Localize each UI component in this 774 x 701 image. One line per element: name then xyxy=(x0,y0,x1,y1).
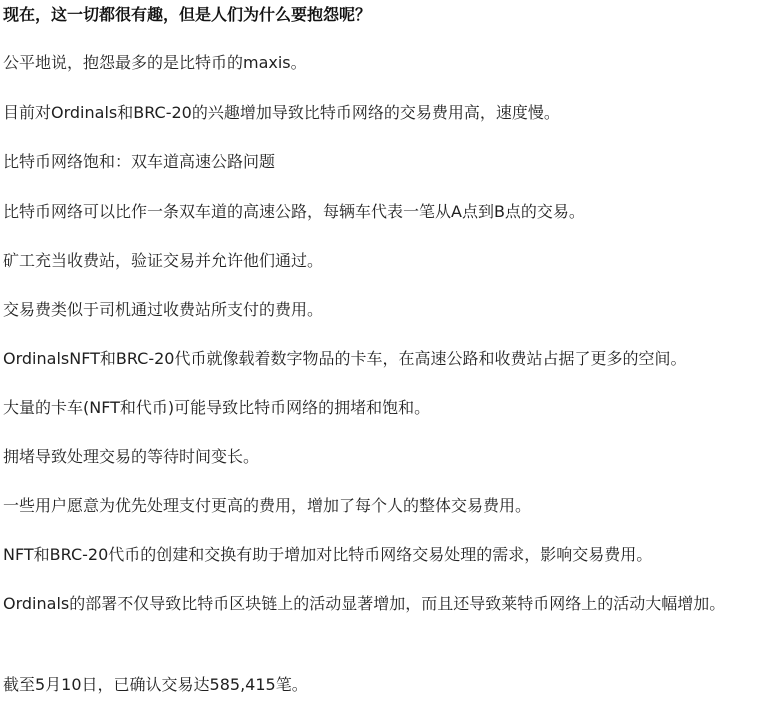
paragraph: Ordinals的部署不仅导致比特币区块链上的活动显著增加，而且还导致莱特币网络上的活动大幅增加。 xyxy=(3,594,726,613)
paragraph: 拥堵导致处理交易的等待时间变长。 xyxy=(3,447,260,466)
paragraph: 目前对Ordinals和BRC-20的兴趣增加导致比特币网络的交易费用高，速度慢。 xyxy=(3,103,560,122)
paragraph: 矿工充当收费站，验证交易并允许他们通过。 xyxy=(3,251,324,270)
paragraph: 公平地说，抱怨最多的是比特币的maxis。 xyxy=(3,53,307,72)
paragraph: 交易费类似于司机通过收费站所支付的费用。 xyxy=(3,300,324,319)
paragraph: OrdinalsNFT和BRC-20代币就像载着数字物品的卡车，在高速公路和收费站占据了更多的空间。 xyxy=(3,349,687,368)
paragraph: 比特币网络饱和：双车道高速公路问题 xyxy=(3,152,276,171)
paragraph: 大量的卡车(NFT和代币)可能导致比特币网络的拥堵和饱和。 xyxy=(3,398,431,417)
article-heading: 现在，这一切都很有趣，但是人们为什么要抱怨呢？ xyxy=(3,5,372,24)
paragraph: 截至5月10日，已确认交易达585,415笔。 xyxy=(3,675,308,694)
paragraph: 比特币网络可以比作一条双车道的高速公路，每辆车代表一笔从A点到B点的交易。 xyxy=(3,202,585,221)
paragraph: 一些用户愿意为优先处理支付更高的费用，增加了每个人的整体交易费用。 xyxy=(3,496,532,515)
paragraph: NFT和BRC-20代币的创建和交换有助于增加对比特币网络交易处理的需求，影响交易费用。 xyxy=(3,545,653,564)
